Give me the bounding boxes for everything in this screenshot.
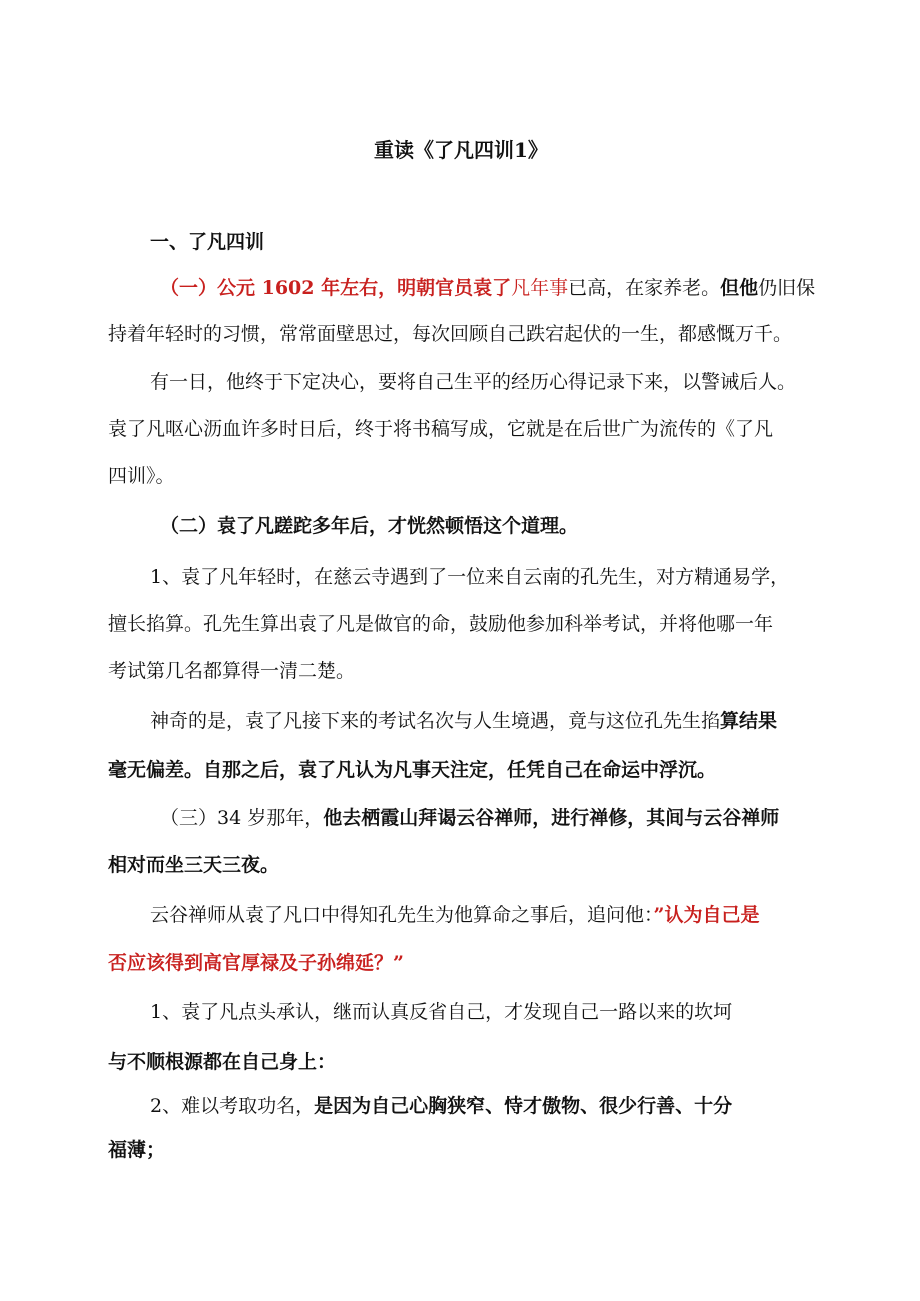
paragraph-line: 毫无偏差。自那之后，袁了凡认为凡事天注定，任凭自己在命运中浮沉。 [108, 759, 717, 781]
paragraph-line: 与不顺根源都在自己身上： [108, 1051, 337, 1073]
paragraph-line [150, 709, 777, 733]
paragraph-line: 四训》。 [108, 465, 175, 487]
text-span: （三）34 岁那年， [160, 807, 324, 829]
text-span: 2、难以考取功名， [150, 1095, 315, 1117]
paragraph-line: 考试第几名都算得一清二楚。 [108, 660, 356, 682]
text-span: 已高，在家养老。 [568, 277, 721, 299]
text-span: 仍旧保 [758, 277, 816, 299]
paragraph-line: 否应该得到高官厚禄及子孙绵延？” [108, 952, 404, 974]
paragraph-line: 福薄； [108, 1139, 166, 1161]
text-span: 云谷禅师从袁了凡口中得知孔先生为他算命之事后，追问他： [150, 904, 654, 926]
paragraph-line: 擅长掐算。孔先生算出袁了凡是做官的命，鼓励他参加科举考试，并将他哪一年 [108, 613, 774, 635]
paragraph-line: 1、袁了凡点头承认，继而认真反省自己，才发现自己一路以来的坎坷 [150, 1001, 733, 1023]
bold-text: 是因为自己心胸狭窄、恃才傲物、很少行善、十分 [314, 1095, 733, 1117]
bold-text: 但他 [720, 277, 759, 299]
text-span: 神奇的是，袁了凡接下来的考试名次与人生境遇，竟与这位孔先生掐 [150, 710, 721, 732]
paragraph-line: 袁了凡呕心沥血许多时日后，终于将书稿写成，它就是在后世广为流传的《了凡 [108, 418, 774, 440]
paragraph-line: 1、袁了凡年轻时，在慈云寺遇到了一位来自云南的孔先生，对方精通易学， [150, 566, 790, 588]
red-text: 凡年事 [511, 277, 569, 299]
document-title: 重读《了凡四训1》 [374, 138, 548, 162]
bold-text: 他去栖霞山拜谒云谷禅师，进行禅修，其间与云谷禅师 [323, 807, 780, 829]
paragraph-line [150, 903, 759, 927]
paragraph-line: 有一日，他终于下定决心，要将自己生平的经历心得记录下来，以警诫后人。 [150, 371, 797, 393]
paragraph-line [160, 806, 779, 830]
section-heading: 一、了凡四训 [150, 231, 265, 253]
red-bold-text: ”认为自己是 [653, 904, 760, 926]
bold-text: 算结果 [720, 710, 778, 732]
paragraph-line: 持着年轻时的习惯，常常面壁思过，每次回顾自己跌宕起伏的一生，都感慨万千。 [108, 323, 793, 345]
red-bold-text: （一）公元 1602 年左右，明朝官员袁了 [160, 277, 512, 299]
paragraph-line [160, 276, 815, 300]
paragraph-line [150, 1094, 732, 1118]
subsection-heading: （二）袁了凡蹉跎多年后，才恍然顿悟这个道理。 [160, 515, 579, 537]
paragraph-line: 相对而坐三天三夜。 [108, 854, 280, 876]
